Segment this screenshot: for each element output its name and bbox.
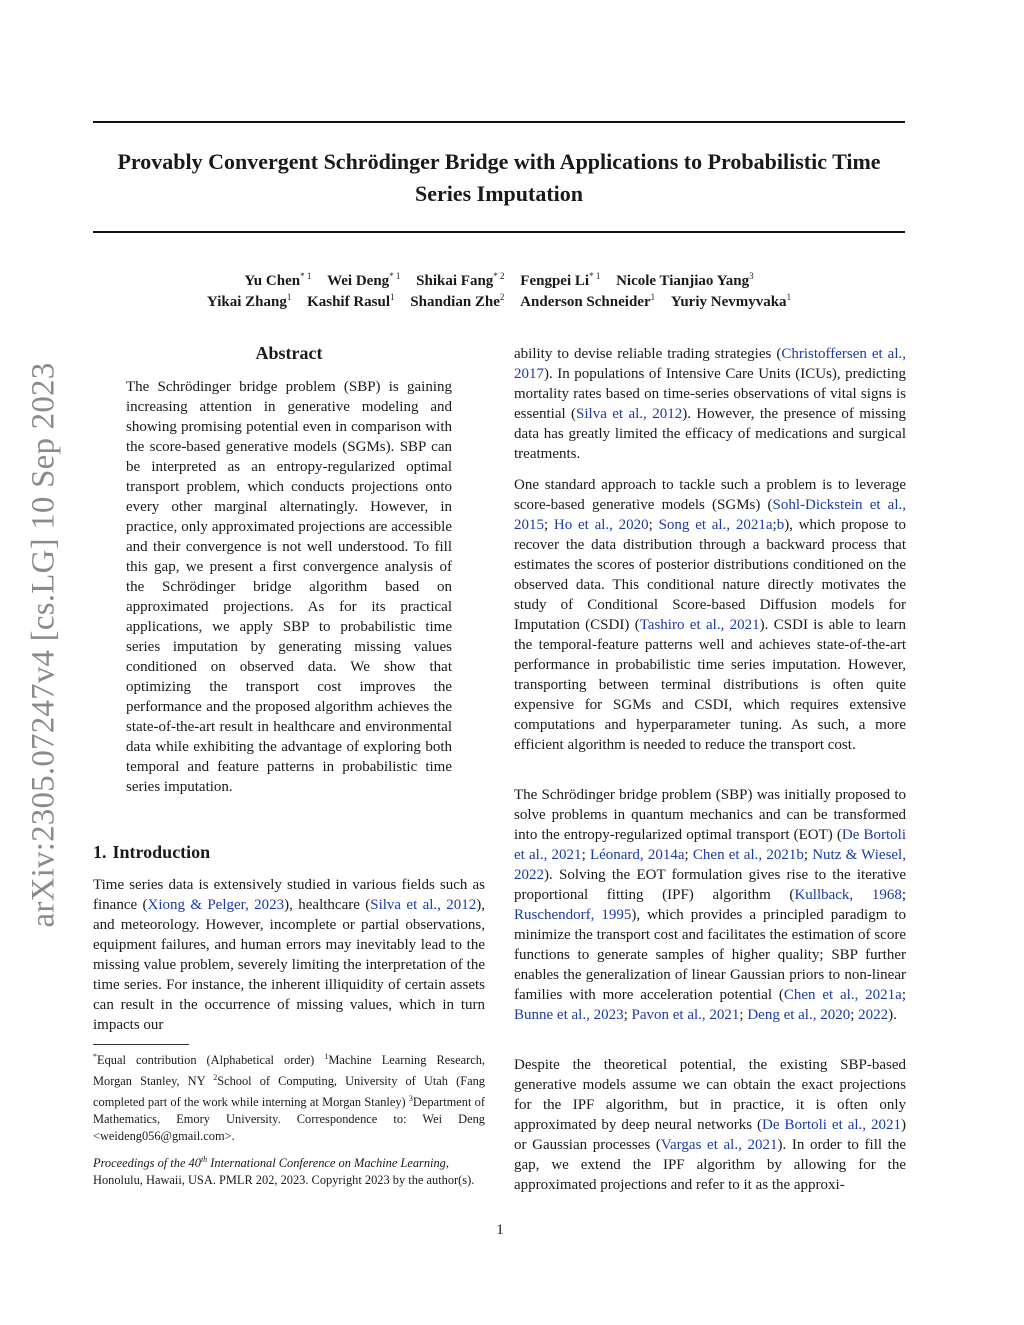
paper-title: Provably Convergent Schrödinger Bridge with Applications to Probabilistic Time Series Imputation — [117, 149, 881, 206]
citation-link[interactable]: Song et al., 2021a — [658, 517, 773, 533]
affiliation-footnote: *Equal contribution (Alphabetical order) $^1$Machine Learning Research, Morgan Stanley, NY $^2$School of Computing, University of Utah (Fang completed part of the work while interning at Morgan Stanley) $^3$Department of Mathematics, Emory University. Correspondence to: Wei Deng <weideng056@gmail.com>. — [93, 1052, 485, 1143]
citation-link[interactable]: De Bortoli et al., 2021 — [762, 1117, 901, 1133]
citation-link[interactable]: Silva et al., 2012 — [576, 406, 683, 422]
section-number: 1. — [93, 842, 107, 862]
author: Nicole Tianjiao Yang$^3$ — [616, 271, 754, 289]
footnote-rule — [93, 1044, 189, 1045]
citation-link[interactable]: Deng et al., 2020 — [747, 1007, 851, 1023]
citation-link[interactable]: Kullback, 1968 — [794, 887, 902, 903]
citation-link[interactable]: Chen et al., 2021b — [692, 847, 804, 863]
author: Shandian Zhe$^2$ — [410, 292, 505, 310]
citation-link[interactable]: Bunne et al., 2023 — [514, 1007, 624, 1023]
right-paragraph-2: One standard approach to tackle such a problem is to leverage score-based generative models (SGMs) (Sohl-Dickstein et al., 2015; Ho et al., 2020; Song et al., 2021a;b), which propose to recover the data distribution through a backward process that estimates the scores of posterior distributions conditioned on the observed data. This conditional nature directly motivates the study of Conditional Score-based Diffusion models for Imputation (CSDI) (Tashiro et al., 2021). CSDI is able to learn the temporal-feature patterns well and achieves state-of-the-art performance in probabilistic time series imputation. However, transporting between terminal distributions is often quite expensive for SGMs and CSDI, which requires extensive computations and hyperparameter tuning. As such, a more efficient algorithm is needed to reduce the transport cost. — [514, 477, 907, 753]
citation-link[interactable]: Pavon et al., 2021 — [631, 1007, 740, 1023]
author: Yu Chen$^{* 1}$ — [244, 271, 312, 289]
author: Shikai Fang$^{* 2}$ — [416, 271, 505, 289]
right-paragraph-1: ability to devise reliable trading strategies (Christoffersen et al., 2017). In populations of Intensive Care Units (ICUs), predicting mortality rates based on time-series observations of vital signs is essential (Silva et al., 2012). However, the presence of missing data has greatly limited the efficacy of medications and surgical treatments. — [514, 346, 906, 462]
proceedings-note: Proceedings of the 40th International Conference on Machine Learning, Honolulu, Hawaii, USA. PMLR 202, 2023. Copyright 2023 by the author(s). — [93, 1155, 475, 1187]
author: Kashif Rasul$^1$ — [307, 292, 395, 310]
right-paragraph-3: The Schrödinger bridge problem (SBP) was initially proposed to solve problems in quantum mechanics and can be transformed into the entropy-regularized optimal transport (EOT) (De Bortoli et al., 2021; Léonard, 2014a; Chen et al., 2021b; Nutz & Wiesel, 2022). Solving the EOT formulation gives rise to the iterative proportional fitting (IPF) algorithm (Kullback, 1968; Ruschendorf, 1995), which provides a principled paradigm to minimize the transport cost and facilitates the estimation of score functions to generate samples of higher quality; SBP further enables the generalization of linear Gaussian priors to non-linear families with more acceleration potential (Chen et al., 2021a; Bunne et al., 2023; Pavon et al., 2021; Deng et al., 2020; 2022). — [514, 787, 906, 1023]
author: Anderson Schneider$^1$ — [520, 292, 656, 310]
author: Fengpei Li$^{* 1}$ — [520, 271, 601, 289]
author: Yuriy Nevmyvaka$^1$ — [670, 292, 792, 310]
title-top-rule — [93, 121, 905, 123]
citation-link[interactable]: Xiong & Pelger, 2023 — [147, 897, 285, 913]
citation-link[interactable]: Sohl-Dickstein et al., 2015 — [514, 497, 906, 533]
citation-link[interactable]: Tashiro et al., 2021 — [639, 617, 760, 633]
citation-link[interactable]: 2022 — [858, 1007, 889, 1023]
citation-link[interactable]: Ruschendorf, 1995 — [514, 907, 632, 923]
title-bottom-rule — [93, 231, 905, 233]
citation-link[interactable]: b — [776, 517, 785, 533]
citation-link[interactable]: Christoffersen et al., 2017 — [514, 346, 906, 382]
intro-paragraph: Time series data is extensively studied in various fields such as finance (Xiong & Pelger, 2023), healthcare (Silva et al., 2012), and meteorology. However, incomplete or partial observations, equipment failures, and human errors may inevitably lead to the missing value problem, severely limiting the interpretation of the time series. For instance, the inherent illiquidity of certain assets can result in the occurrence of missing values, which in turn impacts our — [93, 877, 486, 1033]
citation-link[interactable]: Léonard, 2014a — [589, 847, 685, 863]
citation-link[interactable]: Nutz & Wiesel, 2022 — [514, 847, 906, 883]
page-number: 1 — [496, 1222, 504, 1238]
right-paragraph-4: Despite the theoretical potential, the existing SBP-based generative models assume we can obtain the exact projections for the IPF algorithm, but in practice, it is often only approximated by deep neural networks (De Bortoli et al., 2021) or Gaussian processes (Vargas et al., 2021). In order to fill the gap, we extend the IPF algorithm by allowing for the approximated projections and refer to it as the approxi- — [514, 1057, 906, 1193]
section-heading-introduction — [93, 841, 210, 863]
arxiv-stamp-text: arXiv:2305.07247v4 [cs.LG] 10 Sep 2023 — [25, 362, 62, 928]
citation-link[interactable]: Ho et al., 2020 — [553, 517, 649, 533]
citation-link[interactable]: Chen et al., 2021a — [783, 987, 902, 1003]
section-title: Introduction — [112, 842, 211, 862]
author: Wei Deng$^{* 1}$ — [327, 271, 401, 289]
abstract-body: The Schrödinger bridge problem (SBP) is gaining increasing attention in generative modeling and showing promising potential even in comparison with the score-based generative models (SGMs). SBP can be interpreted as an entropy-regularized optimal transport problem, which conducts projections onto every other marginal alternatingly. However, in practice, only approximated projections are accessible and their convergence is not well understood. To fill this gap, we present a first convergence analysis of the Schrödinger bridge algorithm based on approximated projections. As for its practical applications, we apply SBP to probabilistic time series imputation by generating missing values conditioned on observed data. We show that optimizing the transport cost improves the performance and the proposed algorithm achieves the state-of-the-art result in healthcare and environmental data while exhibiting the advantage of exploring both temporal and feature patterns in probabilistic time series imputation. — [126, 379, 452, 795]
citation-link[interactable]: Vargas et al., 2021 — [660, 1137, 778, 1153]
citation-link[interactable]: Silva et al., 2012 — [370, 897, 477, 913]
citation-link[interactable]: De Bortoli et al., 2021 — [514, 827, 906, 863]
author-list-line-2 — [93, 287, 905, 312]
abstract-heading: Abstract — [255, 343, 323, 363]
author: Yikai Zhang$^1$ — [206, 292, 292, 310]
